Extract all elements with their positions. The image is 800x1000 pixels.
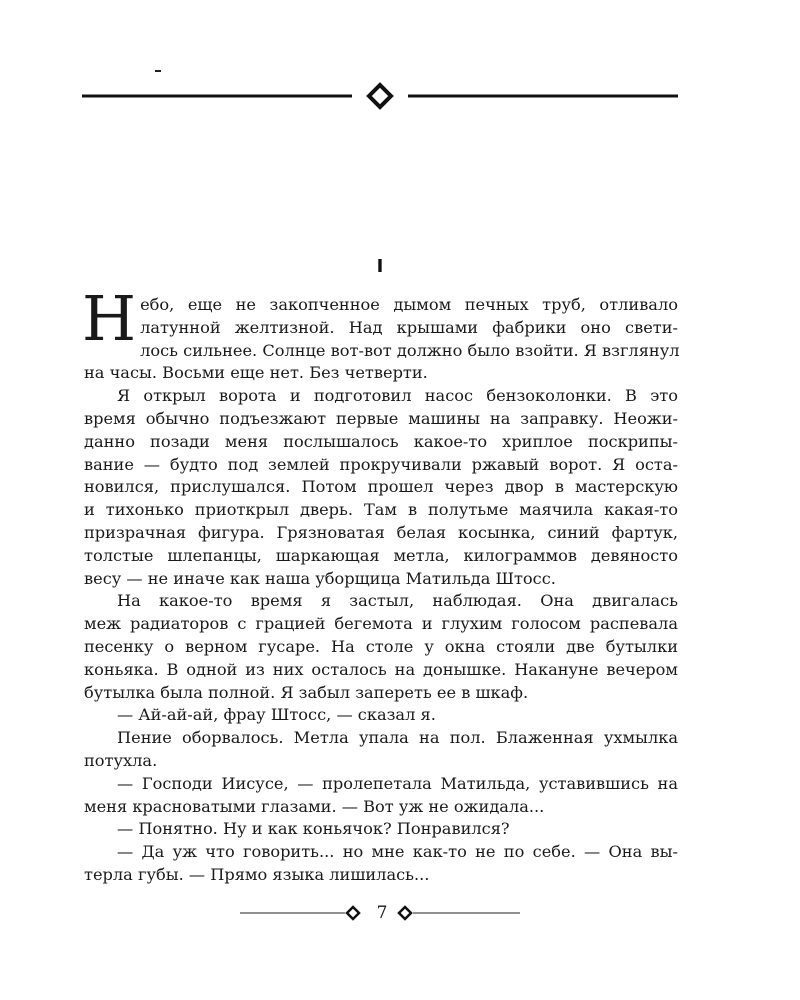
text-line: — Ай-ай-ай, фрау Штосс, — сказал я.: [117, 705, 436, 725]
chapter-numeral: I: [376, 256, 384, 277]
text-line: песенку о верном гусаре. На столе у окна стояли две бутылки: [84, 636, 678, 656]
text-line: терла губы. — Прямо языка лишилась...: [84, 864, 430, 884]
header-ornament: [82, 82, 678, 110]
header-diamond-icon: [369, 85, 391, 107]
text-line: меня красноватыми глазами. — Вот уж не ожидала...: [84, 796, 545, 816]
body-text: [82, 282, 680, 887]
text-line: и тихонько приоткрыл дверь. Там в полутьме маячила какая-то: [84, 500, 678, 520]
drop-cap: Н: [82, 282, 137, 355]
page-number: 7: [376, 903, 388, 923]
text-line: Пение оборвалось. Метла упала на пол. Блаженная ухмылка: [117, 728, 678, 748]
text-line: латунной желтизной. Над крышами фабрики оно свети-: [140, 317, 678, 337]
text-line: На какое-то время я застыл, наблюдая. Она двигалась: [117, 591, 678, 611]
text-line: вание — будто под землей прокручивали ржавый ворот. Я оста-: [84, 454, 678, 474]
text-line: призрачная фигура. Грязноватая белая косынка, синий фартук,: [84, 522, 678, 542]
text-line: — Господи Иисусе, — пролепетала Матильда, уставившись на: [117, 773, 678, 793]
text-line: новился, прислушался. Потом прошел через двор в мастерскую: [84, 477, 678, 497]
text-line: — Понятно. Ну и как коньячок? Понравился?: [117, 819, 510, 839]
text-line: лось сильнее. Солнце вот-вот должно было взойти. Я взглянул: [140, 340, 680, 360]
text-line: бутылка была полной. Я забыл запереть ее в шкаф.: [84, 682, 529, 702]
text-line: время обычно подъезжают первые машины на заправку. Неожи-: [84, 408, 678, 428]
text-line: — Да уж что говорить... но мне как-то не по себе. — Она вы-: [117, 842, 678, 862]
text-line: потухла.: [84, 750, 158, 770]
text-line: меж радиаторов с грацией бегемота и глухим голосом распевала: [84, 614, 678, 634]
stray-mark: [155, 70, 161, 72]
text-line: на часы. Восьми еще нет. Без четверти.: [84, 363, 428, 383]
text-line: толстые шлепанцы, шаркающая метла, килограммов девяносто: [84, 545, 678, 565]
text-line: коньяка. В одной из них осталось на донышке. Накануне вечером: [84, 659, 678, 679]
page-footer: [240, 900, 524, 926]
text-line: весу — не иначе как наша уборщица Матильда Штосс.: [84, 568, 556, 588]
text-line: Я открыл ворота и подготовил насос бензоколонки. В это: [117, 386, 678, 406]
text-line: ебо, еще не закопченное дымом печных труб, отливало: [140, 295, 678, 314]
text-line: данно позади меня послышалось какое-то хриплое поскрипы-: [84, 431, 678, 451]
